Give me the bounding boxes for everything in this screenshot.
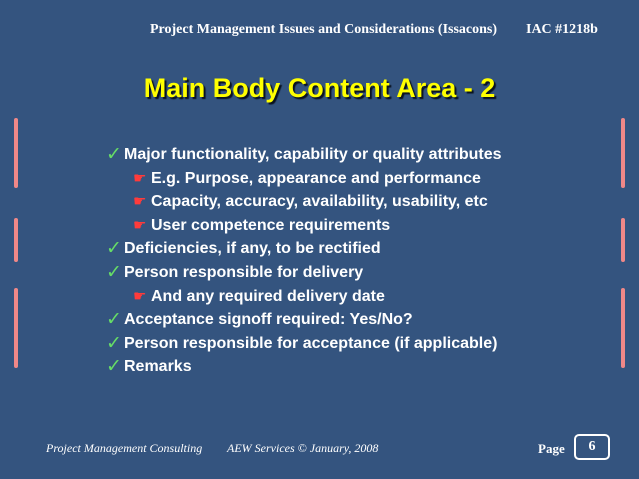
list-item [106,332,606,356]
bullet-list [106,143,606,379]
list-item [106,214,606,238]
page-number-box [574,434,610,460]
left-decor-bar [14,118,18,188]
list-item [106,285,606,309]
course-title: Project Management Issues and Considerations (Issacons) [150,22,498,37]
bullet-text: Major functionality, capability or quality attributes [124,146,502,163]
slide-footer [0,441,639,461]
pointing-hand-icon: ☛ [133,215,147,234]
bullet-text: Capacity, accuracy, availability, usability, etc [151,193,488,211]
page-label: Page [538,441,565,456]
check-icon: ✓ [106,260,122,283]
right-decor-bar [621,118,625,188]
bullet-text: User competence requirements [151,216,391,234]
check-icon: ✓ [106,355,122,378]
list-item [106,261,606,285]
list-item [106,355,606,379]
list-item [106,190,606,214]
check-icon: ✓ [106,331,122,354]
right-decor-bar [621,218,625,262]
footer-copyright: AEW Services © January, 2008 [227,441,379,455]
pointing-hand-icon: ☛ [133,168,147,187]
pointing-hand-icon: ☛ [133,192,147,211]
bullet-text: Person responsible for delivery [124,263,364,281]
bullet-text: Acceptance signoff required: Yes/No? [124,311,413,329]
list-item [106,237,606,261]
pointing-hand-icon: ☛ [133,286,147,305]
bullet-text: Person responsible for acceptance (if applicable) [124,334,498,352]
left-decor-bar [14,288,18,368]
left-decor-bar [14,218,18,262]
bullet-text: Deficiencies, if any, to be rectified [124,240,381,258]
footer-company: Project Management Consulting [46,441,203,455]
check-icon: ✓ [106,143,122,165]
bullet-text: And any required delivery date [151,287,385,305]
list-item [106,143,606,167]
bullet-text: Remarks [124,358,192,376]
page-number: 6 [588,439,596,454]
check-icon: ✓ [106,237,122,260]
bullet-text: E.g. Purpose, appearance and performance [151,169,481,187]
slide-title: Main Body Content Area - 2 [143,73,496,103]
course-code: IAC #1218b [526,22,598,37]
list-item [106,167,606,191]
check-icon: ✓ [106,308,122,331]
right-decor-bar [621,288,625,368]
list-item [106,308,606,332]
